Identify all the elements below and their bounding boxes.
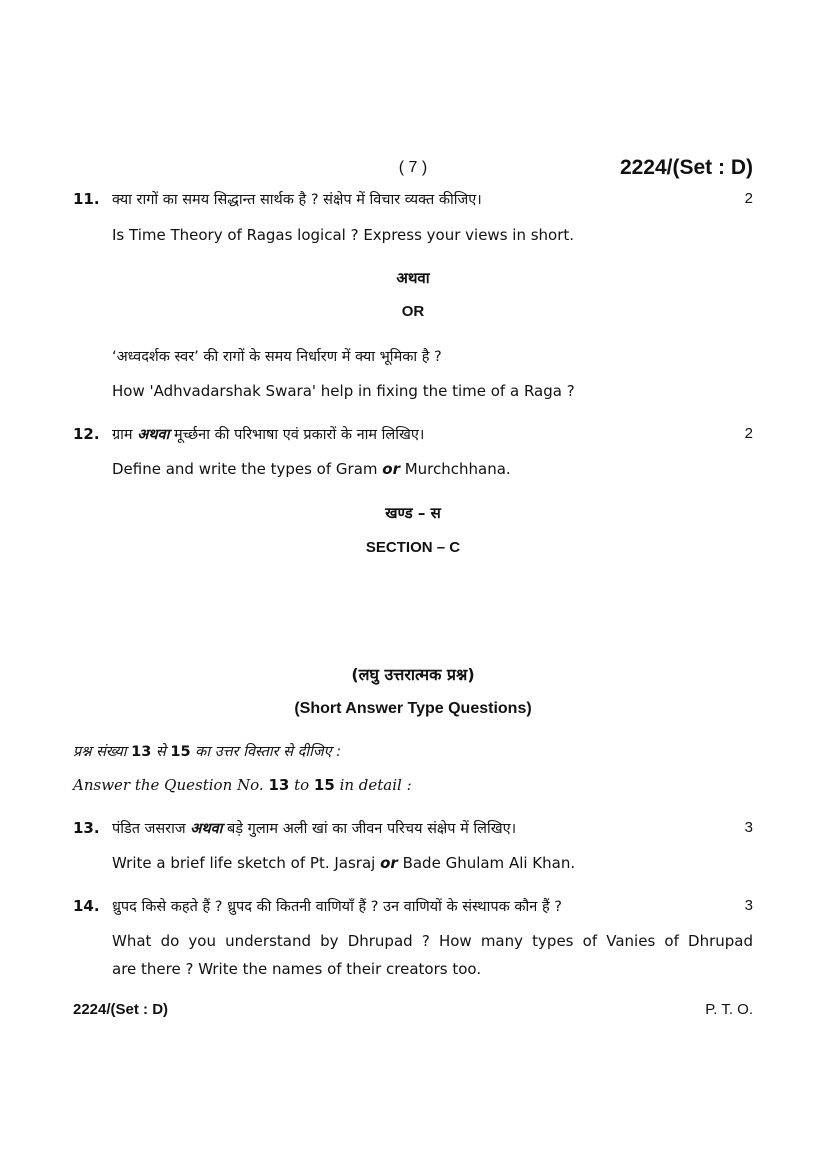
question-11-alt-hindi: ‘अध्वदर्शक स्वर’ की रागों के समय निर्धारण में क्या भूमिका है ?	[112, 349, 442, 365]
instruction-english-num1: 13	[268, 776, 290, 794]
section-title-english: SECTION – C	[365, 539, 461, 556]
question-11-number: 11.	[73, 190, 100, 208]
question-13-english	[112, 854, 575, 872]
paper-code-header: 2224/(Set : D)	[619, 156, 753, 179]
question-14-marks: 3	[744, 897, 753, 914]
instruction-english-num2: 15	[313, 776, 335, 794]
question-12-english-part2: Murchchhana.	[399, 460, 511, 478]
question-11-marks: 2	[744, 190, 753, 207]
question-13-hindi-or: अथवा	[190, 821, 223, 837]
section-subtitle-english: (Short Answer Type Questions)	[294, 700, 532, 717]
question-13-hindi-part1: पंडित जसराज	[112, 821, 191, 837]
instruction-hindi-num1: 13	[131, 744, 152, 760]
or-label-hindi: अथवा	[396, 269, 430, 287]
pto-label: P. T. O.	[705, 1001, 753, 1018]
question-13-hindi	[112, 818, 516, 838]
instruction-english-part1: Answer the Question No.	[73, 776, 269, 794]
paper-code-footer: 2224/(Set : D)	[73, 1001, 169, 1018]
question-13-english-part2: Bade Ghulam Ali Khan.	[397, 854, 576, 872]
section-subtitle-hindi: (लघु उत्तरात्मक प्रश्न)	[351, 665, 475, 684]
question-14-number: 14.	[73, 897, 100, 915]
section-title-hindi: खण्ड – स	[385, 504, 441, 522]
question-12-hindi-part2: मूर्च्छना की परिभाषा एवं प्रकारों के नाम लिखिए।	[169, 427, 425, 443]
instruction-hindi-part2: से	[151, 744, 171, 760]
instruction-hindi-num2: 15	[170, 744, 191, 760]
question-12-english-or: or	[382, 460, 400, 478]
question-12-english-part1: Define and write the types of Gram	[112, 460, 383, 478]
question-14-hindi: ध्रुपद किसे कहते हैं ? ध्रुपद की कितनी वाणियाँ हैं ? उन वाणियों के संस्थापक कौन हैं ?	[112, 899, 562, 915]
question-13-marks: 3	[744, 819, 753, 836]
instruction-hindi	[73, 741, 341, 761]
question-11-alt-english: How 'Adhvadarshak Swara' help in fixing the time of a Raga ?	[112, 382, 575, 400]
question-14-english-line1: What do you understand by Dhrupad ? How many types of Vanies of Dhrupad	[112, 932, 753, 950]
or-label-english: OR	[401, 303, 425, 320]
instruction-english-part2: to	[289, 776, 314, 794]
question-12-hindi-or: अथवा	[137, 427, 170, 443]
question-14-english-line2: are there ? Write the names of their creators too.	[112, 960, 482, 978]
question-12-number: 12.	[73, 425, 100, 443]
question-12-hindi-part1: ग्राम	[112, 427, 138, 443]
question-13-english-or: or	[380, 854, 398, 872]
instruction-hindi-part1: प्रश्न संख्या	[73, 744, 132, 760]
question-12-english	[112, 460, 511, 478]
question-11-english: Is Time Theory of Ragas logical ? Express your views in short.	[112, 226, 575, 244]
question-13-english-part1: Write a brief life sketch of Pt. Jasraj	[112, 854, 381, 872]
instruction-english-part3: in detail :	[334, 776, 412, 794]
question-11-hindi: क्या रागों का समय सिद्धान्त सार्थक है ? संक्षेप में विचार व्यक्त कीजिए।	[112, 192, 482, 208]
question-12-hindi	[112, 424, 424, 444]
instruction-english	[73, 776, 412, 794]
page-number: ( 7 )	[398, 159, 428, 176]
question-13-hindi-part2: बड़े गुलाम अली खां का जीवन परिचय संक्षेप में लिखिए।	[222, 821, 517, 837]
question-12-marks: 2	[744, 425, 753, 442]
question-13-number: 13.	[73, 819, 100, 837]
instruction-hindi-part3: का उत्तर विस्तार से दीजिए :	[190, 744, 342, 760]
